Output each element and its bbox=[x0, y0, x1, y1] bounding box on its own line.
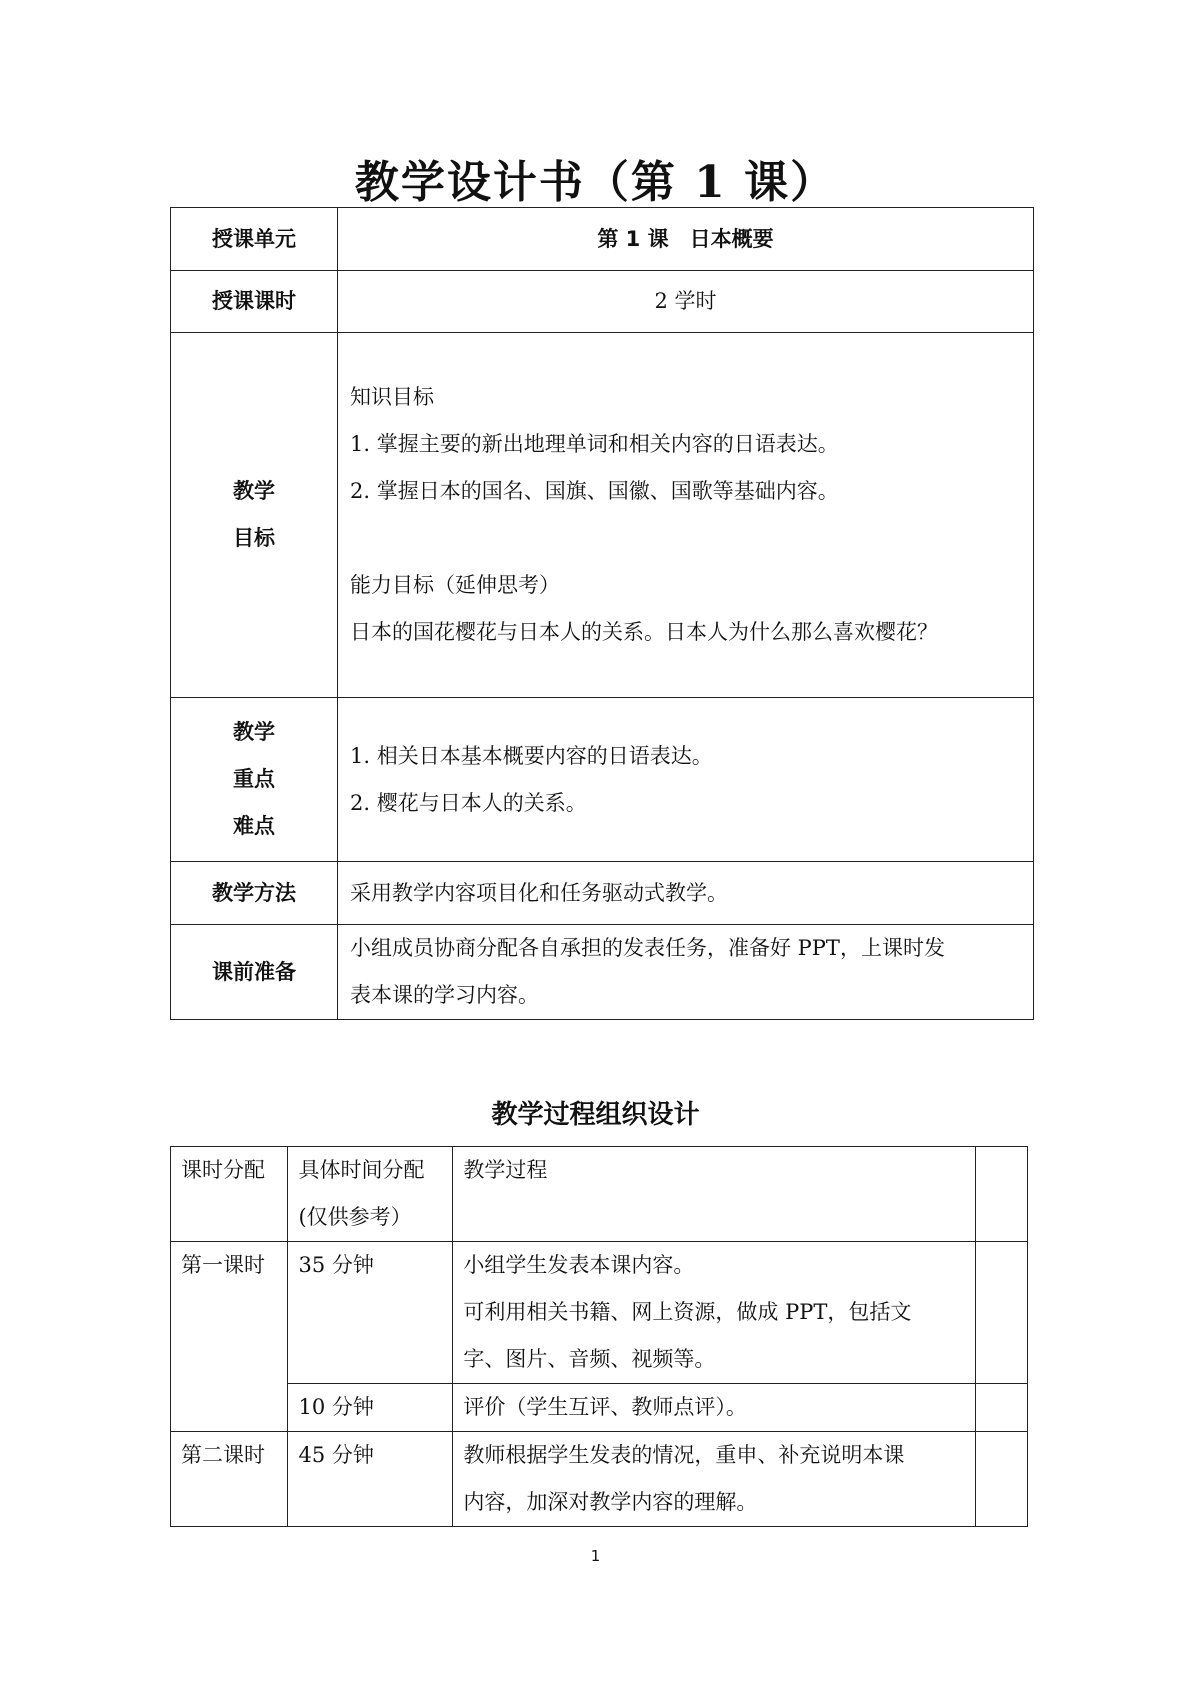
content-line: 评价（学生互评、教师点评）。 bbox=[463, 1395, 747, 1419]
prep-value bbox=[338, 925, 1034, 1020]
content-line: 内容，加深对教学内容的理解。 bbox=[463, 1490, 758, 1514]
goals-label-line: 目标 bbox=[233, 526, 275, 550]
header-time-line: 具体时间分配 bbox=[298, 1158, 425, 1182]
goals-row bbox=[171, 333, 1034, 698]
hours-value: 2 学时 bbox=[338, 271, 1034, 333]
key-line: 2. 樱花与日本人的关系。 bbox=[350, 790, 587, 815]
blank-cell bbox=[975, 1242, 1027, 1384]
process-row bbox=[171, 1242, 1028, 1384]
process-row bbox=[171, 1384, 1028, 1432]
method-row bbox=[171, 862, 1034, 925]
key-points-label bbox=[171, 698, 338, 862]
key-label-line: 重点 bbox=[233, 767, 275, 791]
goals-label bbox=[171, 333, 338, 698]
session-cell: 第一课时 bbox=[171, 1242, 288, 1432]
goals-line: 日本的国花樱花与日本人的关系。日本人为什么那么喜欢樱花？ bbox=[350, 620, 938, 644]
blank-cell bbox=[975, 1384, 1027, 1432]
content-line: 可利用相关书籍、网上资源，做成 PPT，包括文 bbox=[463, 1300, 912, 1324]
content-cell bbox=[453, 1242, 975, 1384]
blank-cell bbox=[975, 1432, 1027, 1527]
goals-line: 能力目标（延伸思考） bbox=[350, 573, 560, 597]
unit-row bbox=[171, 208, 1034, 271]
key-label-line: 教学 bbox=[233, 720, 275, 744]
header-process: 教学过程 bbox=[453, 1147, 975, 1242]
process-row bbox=[171, 1432, 1028, 1527]
hours-row bbox=[171, 271, 1034, 333]
time-cell: 35 分钟 bbox=[288, 1242, 453, 1384]
prep-line: 小组成员协商分配各自承担的发表任务，准备好 PPT，上课时发 bbox=[350, 936, 945, 960]
process-table bbox=[170, 1146, 1028, 1527]
key-line: 1. 相关日本基本概要内容的日语表达。 bbox=[350, 743, 713, 768]
session-cell: 第二课时 bbox=[171, 1432, 288, 1527]
prep-line: 表本课的学习内容。 bbox=[350, 983, 539, 1007]
process-title: 教学过程组织设计 bbox=[491, 1100, 700, 1130]
goals-spacer bbox=[350, 515, 1021, 562]
unit-label: 授课单元 bbox=[171, 208, 338, 271]
lesson-info-table bbox=[170, 207, 1034, 1020]
prep-row bbox=[171, 925, 1034, 1020]
method-value: 采用教学内容项目化和任务驱动式教学。 bbox=[338, 862, 1034, 925]
goals-line: 知识目标 bbox=[350, 385, 434, 409]
header-time-line: (仅供参考） bbox=[298, 1205, 412, 1229]
key-label-line: 难点 bbox=[233, 814, 275, 838]
time-cell: 45 分钟 bbox=[288, 1432, 453, 1527]
key-points-row bbox=[171, 698, 1034, 862]
method-label: 教学方法 bbox=[171, 862, 338, 925]
process-header-row bbox=[171, 1147, 1028, 1242]
page-number: 1 bbox=[590, 1547, 601, 1565]
content-line: 字、图片、音频、视频等。 bbox=[463, 1347, 716, 1371]
prep-label: 课前准备 bbox=[171, 925, 338, 1020]
document-title: 教学设计书（第 1 课） bbox=[354, 157, 837, 208]
content-line: 小组学生发表本课内容。 bbox=[463, 1253, 695, 1277]
content-cell bbox=[453, 1384, 975, 1432]
unit-value: 第 1 课 日本概要 bbox=[338, 208, 1034, 271]
header-time bbox=[288, 1147, 453, 1242]
hours-label: 授课课时 bbox=[171, 271, 338, 333]
goals-line: 2. 掌握日本的国名、国旗、国徽、国歌等基础内容。 bbox=[350, 479, 839, 503]
header-blank bbox=[975, 1147, 1027, 1242]
content-cell bbox=[453, 1432, 975, 1527]
header-session: 课时分配 bbox=[171, 1147, 288, 1242]
time-cell: 10 分钟 bbox=[288, 1384, 453, 1432]
goals-value bbox=[338, 333, 1034, 698]
content-line: 教师根据学生发表的情况，重申、补充说明本课 bbox=[463, 1443, 905, 1467]
goals-label-line: 教学 bbox=[233, 479, 275, 503]
key-points-value bbox=[338, 698, 1034, 862]
goals-line: 1. 掌握主要的新出地理单词和相关内容的日语表达。 bbox=[350, 432, 839, 456]
